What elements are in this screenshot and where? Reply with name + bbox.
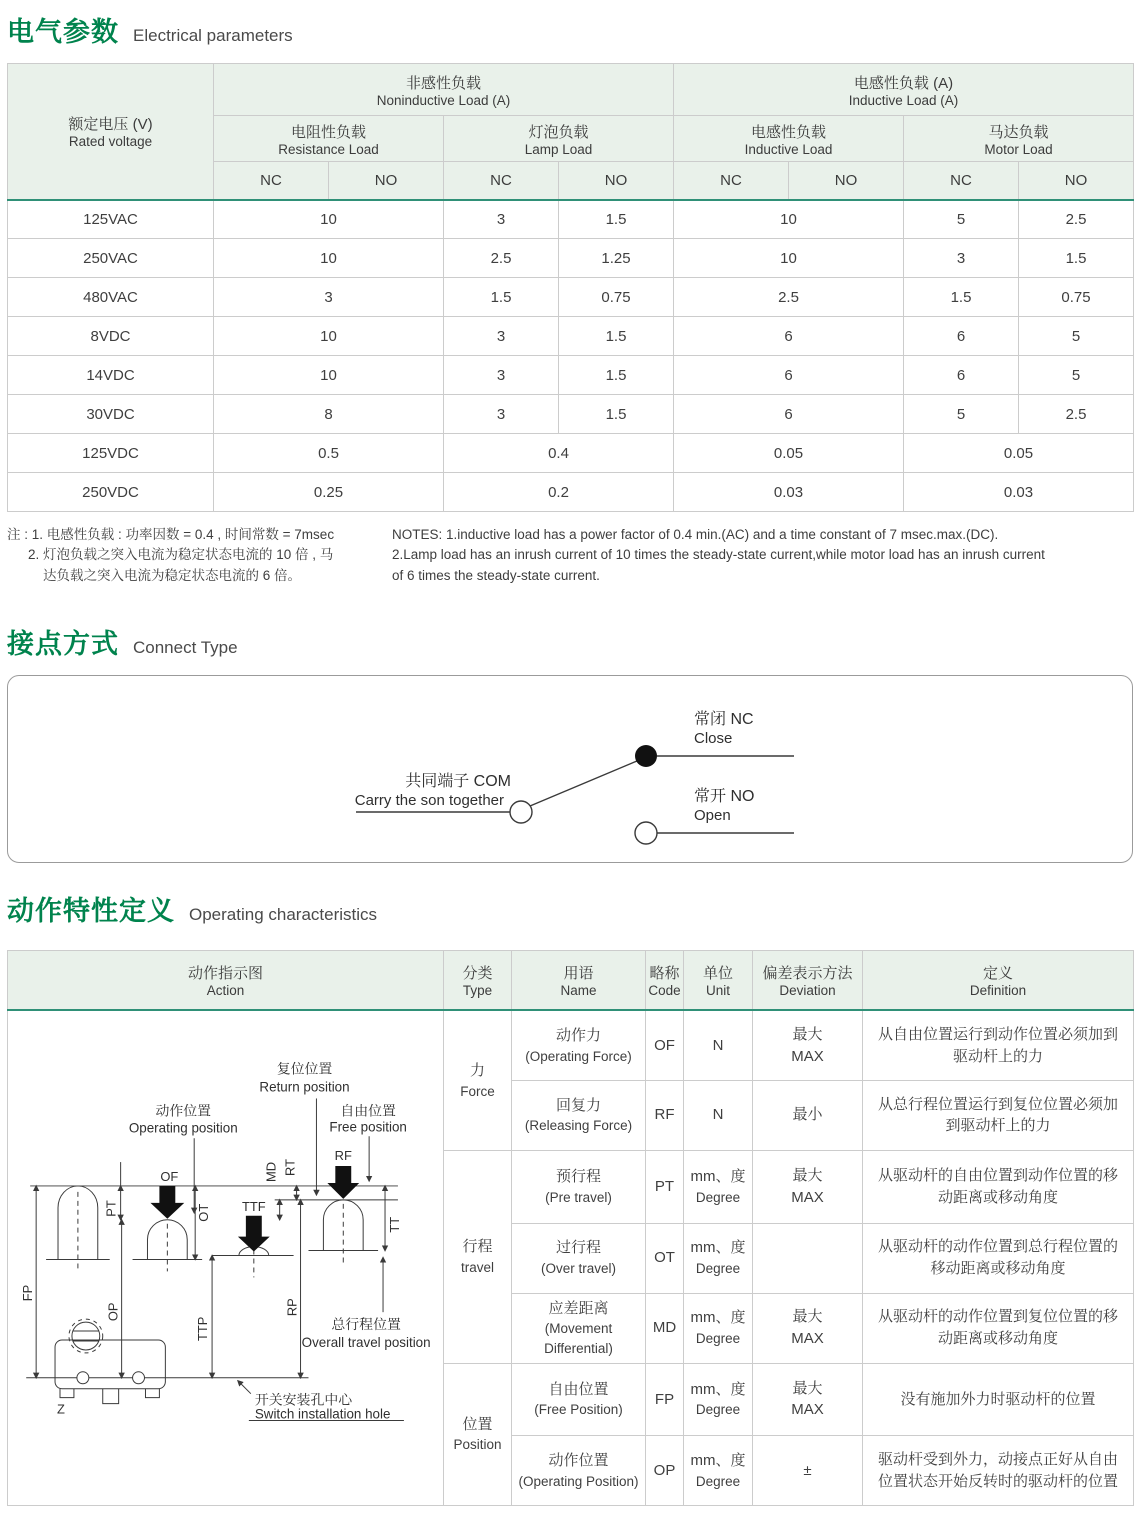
cell-name bbox=[512, 1150, 646, 1223]
electrical-section-title bbox=[7, 10, 1133, 49]
nc-label-zh: 常闭 NC bbox=[694, 710, 754, 728]
note-line: 达负载之突入电流为稳定状态电流的 6 倍。 bbox=[43, 567, 302, 583]
zh-label: 行程 bbox=[462, 1237, 493, 1255]
cell-motor: 0.03 bbox=[904, 473, 1134, 512]
nc-label-en: Close bbox=[694, 729, 733, 747]
cell-motor-nc: 6 bbox=[904, 356, 1019, 395]
header-rated-voltage bbox=[8, 64, 214, 200]
en-label: Code bbox=[648, 983, 681, 998]
cell-motor-no: 5 bbox=[1019, 317, 1134, 356]
zh-label: 最大 bbox=[792, 1166, 823, 1184]
connect-diagram-box bbox=[7, 675, 1133, 863]
cell-inductive: 6 bbox=[674, 395, 904, 434]
cell-lamp-no: 0.75 bbox=[559, 278, 674, 317]
cell-motor-no: 5 bbox=[1019, 356, 1134, 395]
cell-unit bbox=[684, 1293, 753, 1363]
cell-lamp-nc: 1.5 bbox=[444, 278, 559, 317]
group-travel bbox=[444, 1150, 512, 1363]
header-nc: NC bbox=[444, 162, 559, 200]
cell-voltage: 125VAC bbox=[8, 200, 214, 239]
action-diagram bbox=[8, 1011, 442, 1505]
cell-lamp-no: 1.5 bbox=[559, 395, 674, 434]
en-label: Unit bbox=[705, 983, 730, 998]
zh-label: 动作位置 bbox=[548, 1452, 609, 1470]
header-no: NO bbox=[789, 162, 904, 200]
operating-title-en: Operating characteristics bbox=[189, 904, 378, 924]
table-row bbox=[8, 317, 1134, 356]
table-row bbox=[8, 356, 1134, 395]
notes-english bbox=[392, 525, 1133, 586]
connect-type-diagram bbox=[8, 676, 1132, 862]
cell-voltage: 480VAC bbox=[8, 278, 214, 317]
header-action bbox=[8, 950, 444, 1010]
cell-resistance: 8 bbox=[214, 395, 444, 434]
terminal bbox=[145, 1389, 159, 1398]
z-label: Z bbox=[57, 1401, 65, 1417]
header-no: NO bbox=[329, 162, 444, 200]
cell-lamp-no: 1.5 bbox=[559, 317, 674, 356]
cell-inductive: 10 bbox=[674, 200, 904, 239]
zh-label: 额定电压 (V) bbox=[68, 116, 153, 134]
ot-label: OT bbox=[196, 1204, 212, 1222]
electrical-title-zh: 电气参数 bbox=[7, 17, 119, 47]
cell-deviation: 最小 bbox=[753, 1080, 863, 1150]
zh-label: 分类 bbox=[462, 965, 493, 982]
en-label: Degree bbox=[695, 1189, 741, 1205]
cell-lamp: 0.4 bbox=[444, 434, 674, 473]
notes-chinese bbox=[7, 525, 392, 586]
cell-name bbox=[512, 1010, 646, 1080]
note-line: 2. 灯泡负载之突入电流为稳定状态电流的 10 倍 , 马 bbox=[28, 547, 334, 563]
header-deviation bbox=[753, 950, 863, 1010]
com-terminal bbox=[510, 801, 532, 823]
en-label: MAX bbox=[791, 1330, 824, 1347]
cell-name bbox=[512, 1080, 646, 1150]
zh-label: 灯泡负载 bbox=[528, 123, 589, 141]
operating-title-zh: 动作特性定义 bbox=[7, 895, 175, 926]
group-position bbox=[444, 1363, 512, 1506]
en-label: MAX bbox=[791, 1401, 824, 1419]
cell-resistance: 10 bbox=[214, 200, 444, 239]
cell-lamp-nc: 3 bbox=[444, 356, 559, 395]
zh-label: mm、度 bbox=[690, 1239, 746, 1257]
header-resistance-load bbox=[214, 116, 444, 162]
cell-code: OT bbox=[646, 1223, 684, 1293]
connect-title-en: Connect Type bbox=[133, 637, 238, 657]
cell-inductive: 6 bbox=[674, 356, 904, 395]
note-line: NOTES: 1.inductive load has a power factor of 0.4 min.(AC) and a time constant of 7 msec.max.(DC). bbox=[392, 527, 999, 542]
rf-label: RF bbox=[334, 1148, 352, 1164]
cell-motor-no: 2.5 bbox=[1019, 395, 1134, 434]
cell-voltage: 250VAC bbox=[8, 239, 214, 278]
cell-definition: 从自由位置运行到动作位置必须加到驱动杆上的力 bbox=[863, 1010, 1134, 1080]
switch-body bbox=[55, 1340, 165, 1389]
en-label: Degree bbox=[695, 1402, 741, 1418]
table-row bbox=[8, 395, 1134, 434]
cell-lamp-no: 1.25 bbox=[559, 239, 674, 278]
cell-unit bbox=[684, 1363, 753, 1436]
cell-motor-nc: 5 bbox=[904, 395, 1019, 434]
zh-label: 马达负载 bbox=[988, 123, 1049, 141]
en-label: (Operating Force) bbox=[525, 1048, 632, 1064]
cell-deviation bbox=[753, 1010, 863, 1080]
zh-label: mm、度 bbox=[690, 1309, 746, 1327]
zh-label: 动作指示图 bbox=[187, 965, 263, 982]
zh-label: 预行程 bbox=[555, 1167, 601, 1185]
cell-code: FP bbox=[646, 1363, 684, 1436]
cell-voltage: 8VDC bbox=[8, 317, 214, 356]
header-motor-load bbox=[904, 116, 1134, 162]
en-label: Degree bbox=[695, 1473, 741, 1489]
terminal bbox=[103, 1389, 119, 1404]
en-label: Deviation bbox=[779, 983, 836, 998]
cell-motor-nc: 5 bbox=[904, 200, 1019, 239]
mount-hole bbox=[77, 1372, 89, 1384]
cell-unit: N bbox=[684, 1080, 753, 1150]
table-row bbox=[8, 278, 1134, 317]
en-label: travel bbox=[460, 1259, 494, 1275]
operating-position-label-zh: 动作位置 bbox=[155, 1102, 212, 1119]
rp-label: RP bbox=[284, 1298, 300, 1317]
nc-contact-dot bbox=[635, 745, 657, 767]
cell-definition: 没有施加外力时驱动杆的位置 bbox=[863, 1363, 1134, 1436]
cell-deviation bbox=[753, 1150, 863, 1223]
header-type bbox=[444, 950, 512, 1010]
pt-label: PT bbox=[103, 1200, 119, 1218]
cell-definition: 从总行程位置运行到复位位置必须加到驱动杆上的力 bbox=[863, 1080, 1134, 1150]
en-label: Lamp Load bbox=[524, 141, 593, 157]
en-label: (Releasing Force) bbox=[524, 1118, 633, 1134]
note-line: 注 : 1. 电感性负载 : 功率因数 = 0.4 , 时间常数 = 7msec bbox=[7, 527, 335, 542]
cell-definition: 从驱动杆的动作位置到总行程位置的移动距离或移动角度 bbox=[863, 1223, 1134, 1293]
of-force-arrow bbox=[150, 1186, 184, 1219]
return-position-label-en: Return position bbox=[259, 1079, 350, 1095]
free-position-label-zh: 自由位置 bbox=[340, 1102, 396, 1119]
cell-name bbox=[512, 1363, 646, 1436]
cell-motor: 0.05 bbox=[904, 434, 1134, 473]
cell-name bbox=[512, 1293, 646, 1363]
cell-deviation bbox=[753, 1363, 863, 1436]
zh-label: 偏差表示方法 bbox=[762, 965, 853, 982]
header-definition bbox=[863, 950, 1134, 1010]
cell-lamp-no: 1.5 bbox=[559, 356, 674, 395]
mount-hole-label-zh: 开关安装孔中心 bbox=[254, 1391, 353, 1408]
zh-label: 力 bbox=[469, 1061, 485, 1079]
no-label-zh: 常开 NO bbox=[694, 787, 755, 805]
note-line: 2.Lamp load has an inrush current of 10 times the steady-state current,while motor load has an inrush current bbox=[392, 547, 1045, 563]
zh-label: 电感性负载 bbox=[751, 123, 827, 141]
en-label: (Free Position) bbox=[534, 1402, 623, 1418]
cell-code: OP bbox=[646, 1436, 684, 1506]
en-label: (Pre travel) bbox=[545, 1189, 612, 1205]
cell-resistance: 0.25 bbox=[214, 473, 444, 512]
zh-label: 用语 bbox=[563, 965, 594, 982]
table-row bbox=[8, 200, 1134, 239]
en-label: MAX bbox=[791, 1188, 824, 1206]
rt-label: RT bbox=[282, 1159, 298, 1177]
no-contact bbox=[635, 822, 657, 844]
roller bbox=[72, 1322, 100, 1350]
table-row bbox=[8, 1010, 1134, 1080]
zh-label: 非感性负载 bbox=[406, 74, 482, 92]
en-label: Action bbox=[206, 983, 245, 998]
roller-outline bbox=[69, 1319, 103, 1353]
cell-resistance: 3 bbox=[214, 278, 444, 317]
ttp-label: TTP bbox=[195, 1316, 211, 1342]
table-row bbox=[8, 239, 1134, 278]
cell-definition: 驱动杆受到外力，动接点正好从自由位置状态开始反转时的驱动杆的位置 bbox=[863, 1436, 1134, 1506]
cell-deviation: ± bbox=[753, 1436, 863, 1506]
cell-voltage: 250VDC bbox=[8, 473, 214, 512]
zh-label: 自由位置 bbox=[548, 1380, 609, 1398]
zh-label: 电感性负载 (A) bbox=[853, 74, 954, 92]
cell-name bbox=[512, 1436, 646, 1506]
header-inductive-load-group bbox=[674, 64, 1134, 116]
md-label: MD bbox=[263, 1162, 279, 1183]
zh-label: 最大 bbox=[792, 1025, 823, 1043]
cell-lamp-nc: 3 bbox=[444, 200, 559, 239]
cell-code: MD bbox=[646, 1293, 684, 1363]
en-label: Degree bbox=[695, 1331, 741, 1347]
cell-resistance: 0.5 bbox=[214, 434, 444, 473]
cell-lamp-nc: 2.5 bbox=[444, 239, 559, 278]
no-label-en: Open bbox=[694, 806, 731, 824]
en-label: Definition bbox=[969, 983, 1027, 998]
en-label: Inductive Load (A) bbox=[848, 92, 959, 108]
table-row bbox=[8, 434, 1134, 473]
connect-section-title bbox=[7, 622, 1133, 661]
connect-title-zh: 接点方式 bbox=[7, 628, 119, 659]
fp-label: FP bbox=[20, 1284, 36, 1302]
en-label: Position bbox=[453, 1437, 502, 1453]
en-label: Motor Load bbox=[984, 141, 1053, 157]
cell-resistance: 10 bbox=[214, 317, 444, 356]
header-unit bbox=[684, 950, 753, 1010]
cell-motor-nc: 3 bbox=[904, 239, 1019, 278]
en-label: Degree bbox=[695, 1261, 741, 1277]
switch-lever bbox=[530, 761, 637, 806]
action-diagram-cell bbox=[8, 1010, 444, 1506]
en-label: (Operating Position) bbox=[518, 1473, 639, 1489]
of-label: OF bbox=[160, 1169, 179, 1185]
cell-definition: 从驱动杆的动作位置到复位位置的移动距离或移动角度 bbox=[863, 1293, 1134, 1363]
operating-position-label-en: Operating position bbox=[128, 1120, 238, 1136]
zh-label: 最大 bbox=[792, 1379, 823, 1397]
op-label: OP bbox=[105, 1302, 121, 1322]
mount-hole bbox=[133, 1372, 145, 1384]
header-noninductive-load bbox=[214, 64, 674, 116]
header-nc: NC bbox=[674, 162, 789, 200]
header-name bbox=[512, 950, 646, 1010]
header-lamp-load bbox=[444, 116, 674, 162]
cell-inductive: 0.05 bbox=[674, 434, 904, 473]
en-label: (Over travel) bbox=[540, 1261, 616, 1277]
header-no: NO bbox=[1019, 162, 1134, 200]
operating-section-title bbox=[7, 889, 1133, 928]
zh-label: 应差距离 bbox=[548, 1299, 609, 1317]
cell-resistance: 10 bbox=[214, 239, 444, 278]
tt-label: TT bbox=[386, 1217, 402, 1233]
note-line: of 6 times the steady-state current. bbox=[392, 567, 600, 583]
header-inductive-load bbox=[674, 116, 904, 162]
en-label: MAX bbox=[791, 1047, 824, 1065]
en-label: (Movement Differential) bbox=[544, 1321, 613, 1356]
zh-label: 位置 bbox=[462, 1415, 493, 1433]
cell-deviation bbox=[753, 1223, 863, 1293]
cell-voltage: 14VDC bbox=[8, 356, 214, 395]
cell-voltage: 125VDC bbox=[8, 434, 214, 473]
cell-deviation bbox=[753, 1293, 863, 1363]
terminal bbox=[60, 1389, 74, 1398]
header-row-groups bbox=[8, 64, 1134, 116]
zh-label: 动作力 bbox=[555, 1026, 601, 1044]
zh-label: 略称 bbox=[649, 965, 680, 982]
header-nc: NC bbox=[904, 162, 1019, 200]
cell-code: OF bbox=[646, 1010, 684, 1080]
cell-inductive: 2.5 bbox=[674, 278, 904, 317]
cell-lamp-nc: 3 bbox=[444, 395, 559, 434]
com-label-zh: 共同端子 COM bbox=[405, 772, 511, 790]
zh-label: 回复力 bbox=[555, 1096, 601, 1114]
cell-definition: 从驱动杆的自由位置到动作位置的移动距离或移动角度 bbox=[863, 1150, 1134, 1223]
cell-code: RF bbox=[646, 1080, 684, 1150]
cell-voltage: 30VDC bbox=[8, 395, 214, 434]
cell-name bbox=[512, 1223, 646, 1293]
cell-lamp: 0.2 bbox=[444, 473, 674, 512]
cell-lamp-no: 1.5 bbox=[559, 200, 674, 239]
header-code bbox=[646, 950, 684, 1010]
cell-inductive: 6 bbox=[674, 317, 904, 356]
header-no: NO bbox=[559, 162, 674, 200]
return-position-label-zh: 复位位置 bbox=[276, 1060, 333, 1077]
cell-inductive: 0.03 bbox=[674, 473, 904, 512]
cell-motor-no: 1.5 bbox=[1019, 239, 1134, 278]
cell-motor-nc: 6 bbox=[904, 317, 1019, 356]
cell-unit bbox=[684, 1436, 753, 1506]
overall-travel-label-zh: 总行程位置 bbox=[331, 1316, 401, 1333]
en-label: Name bbox=[560, 983, 597, 998]
zh-label: 定义 bbox=[982, 965, 1013, 982]
table-row bbox=[8, 473, 1134, 512]
operating-characteristics-table bbox=[7, 950, 1134, 1507]
cell-resistance: 10 bbox=[214, 356, 444, 395]
en-label: Type bbox=[462, 983, 493, 998]
en-label: Rated voltage bbox=[68, 134, 153, 150]
free-position-label-en: Free position bbox=[329, 1119, 407, 1135]
table-notes bbox=[7, 525, 1133, 586]
overall-travel-label-en: Overall travel position bbox=[301, 1335, 431, 1351]
rf-force-arrow bbox=[327, 1166, 359, 1199]
cell-code: PT bbox=[646, 1150, 684, 1223]
zh-label: mm、度 bbox=[690, 1452, 746, 1470]
zh-label: 最大 bbox=[792, 1308, 823, 1326]
cell-inductive: 10 bbox=[674, 239, 904, 278]
zh-label: 电阻性负载 bbox=[290, 123, 366, 141]
group-force bbox=[444, 1010, 512, 1150]
zh-label: 过行程 bbox=[555, 1239, 601, 1257]
zh-label: mm、度 bbox=[690, 1380, 746, 1398]
en-label: Inductive Load bbox=[744, 141, 833, 157]
electrical-parameters-table bbox=[7, 63, 1134, 512]
en-label: Noninductive Load (A) bbox=[376, 92, 511, 108]
electrical-title-en: Electrical parameters bbox=[133, 26, 293, 45]
cell-unit: N bbox=[684, 1010, 753, 1080]
en-label: Force bbox=[460, 1083, 495, 1099]
cell-unit bbox=[684, 1223, 753, 1293]
zh-label: mm、度 bbox=[690, 1167, 746, 1185]
cell-unit bbox=[684, 1150, 753, 1223]
ttf-label: TTF bbox=[241, 1199, 266, 1215]
cell-motor-nc: 1.5 bbox=[904, 278, 1019, 317]
cell-lamp-nc: 3 bbox=[444, 317, 559, 356]
mount-hole-label-en: Switch installation hole bbox=[254, 1406, 391, 1422]
ttf-force-arrow bbox=[238, 1216, 270, 1252]
header-nc: NC bbox=[214, 162, 329, 200]
cell-motor-no: 0.75 bbox=[1019, 278, 1134, 317]
en-label: Resistance Load bbox=[278, 141, 379, 157]
header-row bbox=[8, 950, 1134, 1010]
leader-mount-hole bbox=[238, 1381, 251, 1394]
com-label-en: Carry the son together bbox=[354, 791, 504, 809]
cell-motor-no: 2.5 bbox=[1019, 200, 1134, 239]
zh-label: 单位 bbox=[702, 965, 733, 982]
